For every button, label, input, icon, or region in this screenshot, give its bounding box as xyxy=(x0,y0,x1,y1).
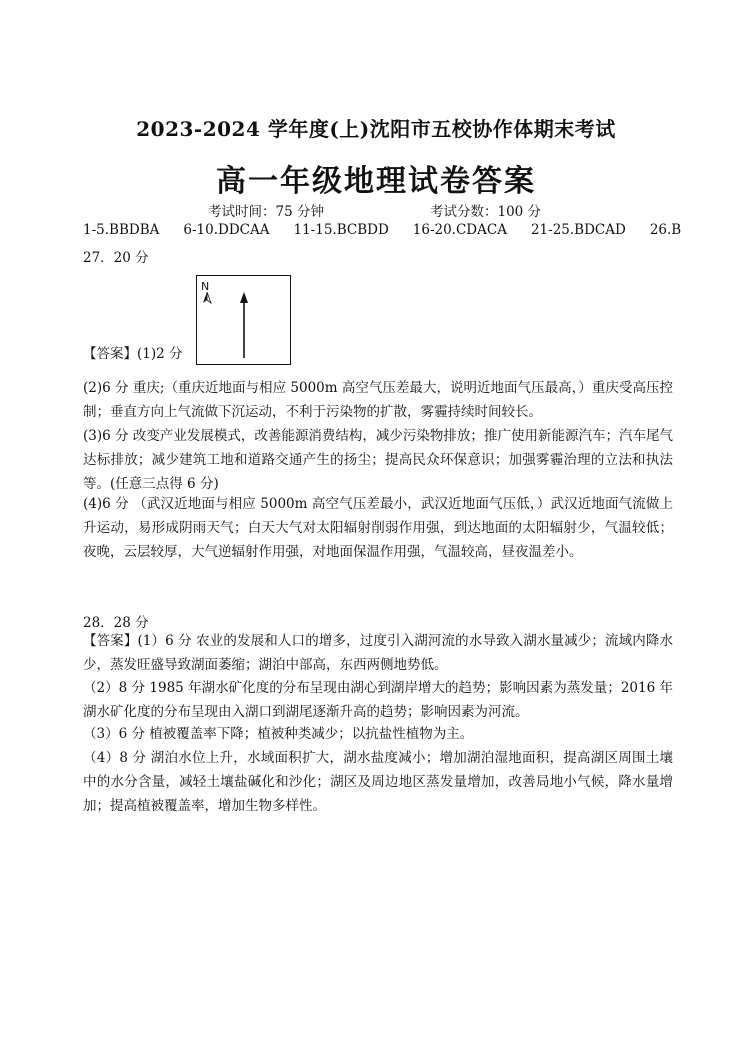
choice-answer-group: 1-5.BBDBA xyxy=(83,222,160,238)
choice-answer-group: 11-15.BCBDD xyxy=(293,222,389,238)
choice-answers xyxy=(83,222,683,238)
answer-sheet-title: 高一年级地理试卷答案 xyxy=(216,164,536,199)
q27-heading: 27．20 分 xyxy=(83,250,149,266)
choice-answer-group: 16-20.CDACA xyxy=(412,222,507,238)
exam-title: 2023-2024 学年度(上)沈阳市五校协作体期末考试 xyxy=(136,117,616,141)
q27-answer-3: (3)6 分 改变产业发展模式，改善能源消费结构，减少污染物排放；推广使用新能源汽车；汽车尾气达标排放；减少建筑工地和道路交通产生的扬尘；提高民众环保意识；加强雾霾治理的立法和执法等。(任意三点得 6 分) xyxy=(83,428,673,492)
q28-answer-4: （4）8 分 湖泊水位上升，水域面积扩大，湖水盐度减小；增加湖泊湿地面积，提高湖区周围土壤中的水分含量，减轻土壤盐碱化和沙化；湖区及周边地区蒸发量增加，改善局地小气候，降水量增加；提高植被覆盖率，增加生物多样性。 xyxy=(83,750,673,814)
choice-answer-group: 21-25.BDCAD xyxy=(530,222,626,238)
q27-answer-2: (2)6 分 重庆;（重庆近地面与相应 5000m 高空气压差最大，说明近地面气压最高，）重庆受高压控制；垂直方向上气流做下沉运动，不利于污染物的扩散，雾霾持续时间较长。 xyxy=(83,380,673,420)
exam-time: 考试时间：75 分钟 xyxy=(208,204,324,220)
q28-heading: 28．28 分 xyxy=(83,615,149,631)
q28-answer-1: 【答案】(1）6 分 农业的发展和人口的增多，过度引入湖河流的水导致入湖水量减少；流域内降水少，蒸发旺盛导致湖面萎缩；湖泊中部高，东西两侧地势低。 xyxy=(83,633,673,673)
q27-answer-4: (4)6 分 （武汉近地面与相应 5000m 高空气压差最小，武汉近地面气压低，）武汉近地面气流做上升运动，易形成阴雨天气；白天大气对太阳辐射削弱作用强，到达地面的太阳辐射少，气温较低；夜晚，云层较厚，大气逆辐射作用强，对地面保温作用强，气温较高，昼夜温差小。 xyxy=(83,496,673,560)
exam-score: 考试分数：100 分 xyxy=(430,204,542,220)
north-arrow-icon xyxy=(203,292,211,303)
wind-direction-diagram xyxy=(196,275,291,365)
q27-answer-1: 【答案】(1)2 分 xyxy=(83,346,183,362)
choice-answer-group: 6-10.DDCAA xyxy=(183,222,270,238)
choice-answer-group: 26.B xyxy=(649,222,682,238)
q28-answer-3: （3）6 分 植被覆盖率下降；植被种类减少；以抗盐性植物为主。 xyxy=(83,726,474,742)
q28-answer-2: （2）8 分 1985 年湖水矿化度的分布呈现由湖心到湖岸增大的趋势；影响因素为蒸发量；2016 年湖水矿化度的分布呈现由入湖口到湖尾逐渐升高的趋势；影响因素为河流。 xyxy=(83,680,673,720)
airflow-arrow-icon xyxy=(240,292,248,358)
north-label: N xyxy=(201,280,210,293)
